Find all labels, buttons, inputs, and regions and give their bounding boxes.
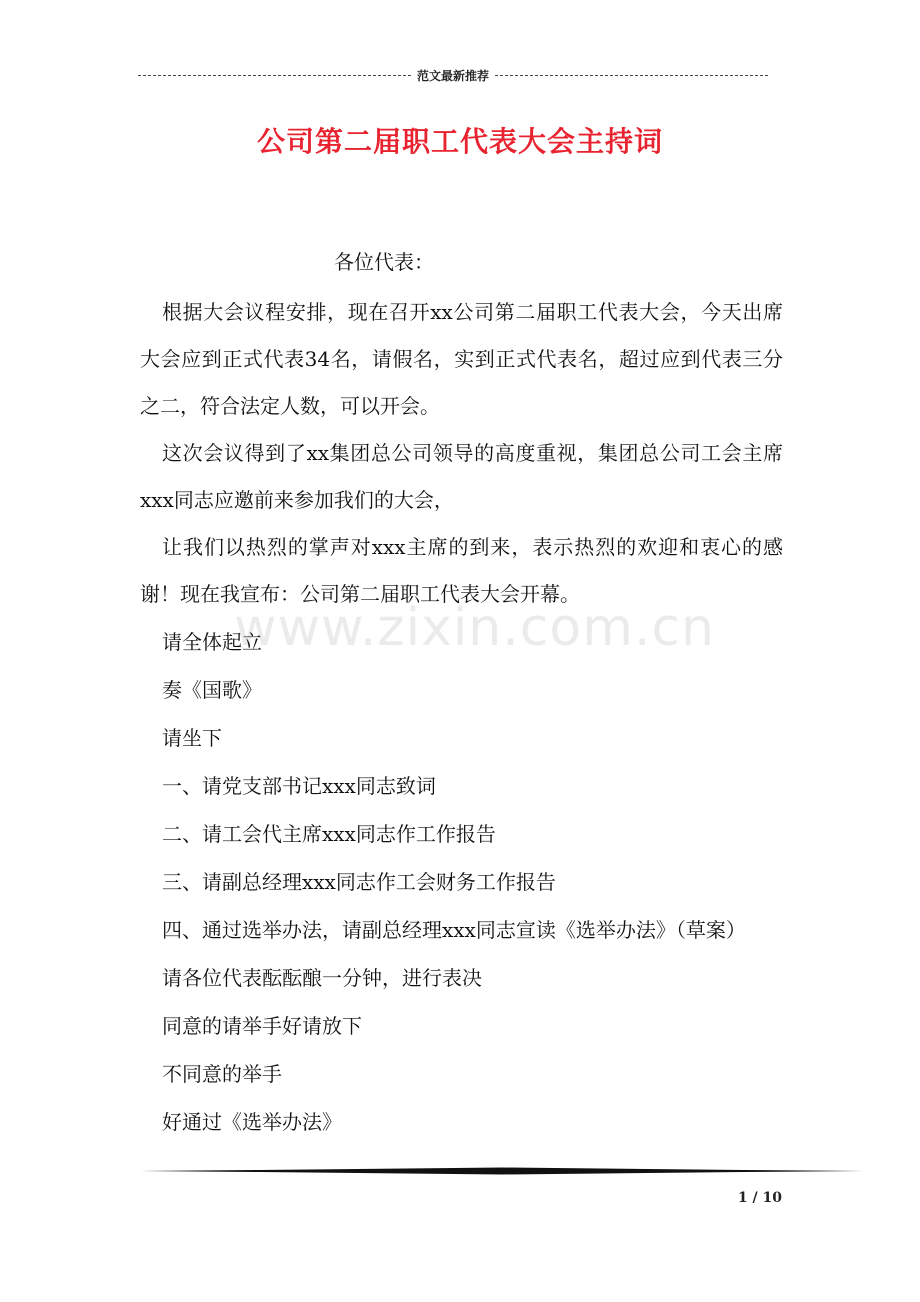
paragraph-passed: 好通过《选举办法》 xyxy=(162,1110,342,1134)
paragraph-disagree: 不同意的举手 xyxy=(162,1062,282,1086)
paragraph-deliberate: 请各位代表酝酝酿一分钟，进行表决 xyxy=(162,966,482,990)
footer-rule xyxy=(140,1167,864,1175)
watermark: www.zixin.com.cn xyxy=(234,598,715,658)
page-number: 1 / 10 xyxy=(737,1190,782,1206)
header-label: 范文最新推荐 xyxy=(417,68,490,83)
paragraph-item-4: 四、通过选举办法，请副总经理xxx同志宣读《选举办法》（草案） xyxy=(162,918,746,942)
paragraph-item-1: 一、请党支部书记xxx同志致词 xyxy=(162,774,436,798)
paragraph-agree: 同意的请举手好请放下 xyxy=(162,1014,362,1038)
header-rule-right xyxy=(495,75,768,76)
paragraph-leadership: 这次会议得到了xx集团总公司领导的高度重视，集团总公司工会主席xxx同志应邀前来参加我们的大会， xyxy=(140,441,783,512)
paragraph-stand: 请全体起立 xyxy=(162,630,262,654)
paragraph-sit: 请坐下 xyxy=(162,726,222,750)
paragraph-agenda: 根据大会议程安排，现在召开xx公司第二届职工代表大会，今天出席大会应到正式代表34名，请假名，实到正式代表名，超过应到代表三分之二，符合法定人数，可以开会。 xyxy=(140,300,783,418)
page-header xyxy=(138,66,768,84)
paragraph-anthem: 奏《国歌》 xyxy=(162,678,262,702)
greeting: 各位代表： xyxy=(334,250,434,274)
paragraph-item-3: 三、请副总经理xxx同志作工会财务工作报告 xyxy=(162,870,556,894)
document-title: 公司第二届职工代表大会主持词 xyxy=(256,125,663,158)
paragraph-item-2: 二、请工会代主席xxx同志作工作报告 xyxy=(162,822,496,846)
paragraph-welcome: 让我们以热烈的掌声对xxx主席的到来，表示热烈的欢迎和衷心的感谢！现在我宣布：公司第二届职工代表大会开幕。 xyxy=(140,535,783,606)
document-body xyxy=(140,238,783,1146)
header-rule-left xyxy=(138,75,411,76)
